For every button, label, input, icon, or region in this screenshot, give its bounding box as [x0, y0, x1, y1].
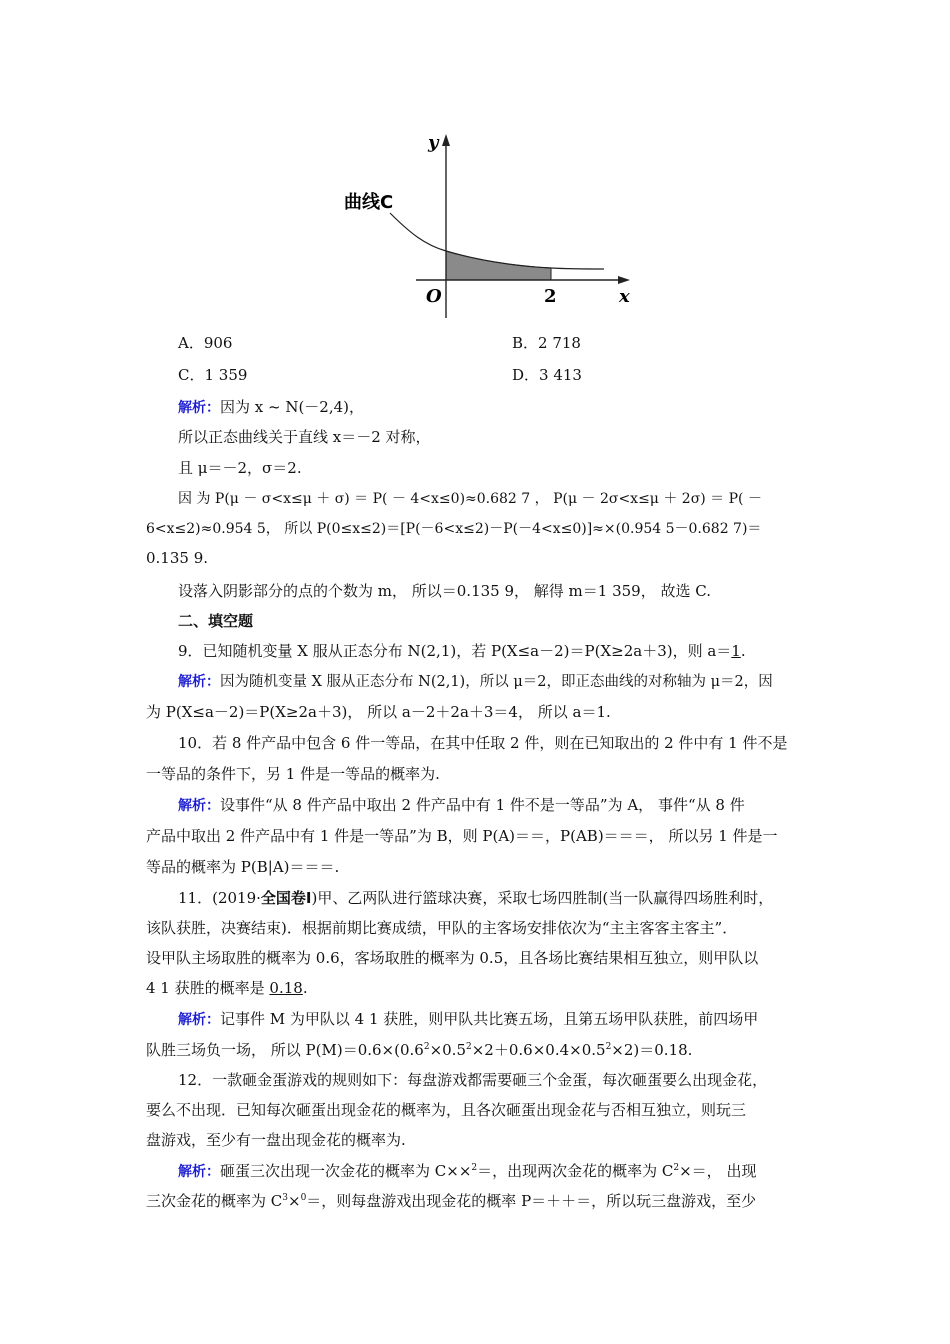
choice-d: D．3 413 — [512, 366, 582, 384]
q11-source: 全国卷Ⅰ — [260, 889, 312, 907]
q10-stem-line-1: 10．若 8 件产品中包含 6 件一等品，在其中任取 2 件，则在已知取出的 2 件中有 1 件不是 — [178, 734, 788, 752]
q10-analysis-line-2: 产品中取出 2 件产品中有 1 件是一等品”为 B，则 P(A)＝＝，P(AB)＝＝＝， 所以另 1 件是一 — [146, 827, 778, 845]
origin-label: O — [426, 286, 442, 307]
q12-analysis-line-2: 三次金花的概率为 $C^3\times^0=$，则每盘游戏出现金花的概率 P＝＋＋＝，所以玩三盘游戏，至少 — [146, 1192, 757, 1210]
x-axis-arrow — [618, 276, 630, 284]
q11-stem-line-2: 该队获胜，决赛结束)．根据前期比赛成绩，甲队的主客场安排依次为“主主客客主客主”． — [146, 919, 738, 937]
analysis-label: 解析： — [178, 400, 220, 416]
choice-b: B．2 718 — [512, 334, 581, 352]
section-heading: 二、填空题 — [178, 612, 254, 630]
q9-analysis-line-1: 解析：因为随机变量 X 服从正态分布 N(2,1)，所以 μ＝2，即正态曲线的对称轴为 μ＝2，因 — [178, 674, 773, 690]
q11-analysis-line-2: 队胜三场负一场， 所以 $P(M)=0.6\times(0.6^2\times 0.5^2\times 2+0.6\times 0.4\times 0.5^2\times 2)=0.18$. — [146, 1041, 693, 1059]
q9-answer: 1 — [731, 642, 741, 660]
curve-label: 曲线C — [344, 192, 394, 213]
analysis-label: 解析： — [178, 674, 220, 690]
figure-svg — [330, 128, 650, 320]
q8-analysis-line-4: 因 为 P(μ － σ<x≤μ ＋ σ) ＝ P( － 4<x≤0)≈0.682 7 ， P(μ － 2σ<x≤μ ＋ 2σ) ＝ P( － — [178, 491, 762, 507]
tick-label-2: 2 — [544, 286, 557, 307]
normal-curve-figure — [330, 128, 650, 320]
q11-stem-line-4: 4 1 获胜的概率是 0.18. — [146, 979, 308, 997]
choice-c: C．1 359 — [178, 366, 248, 384]
q10-analysis-line-1: 解析：设事件“从 8 件产品中取出 2 件产品中有 1 件不是一等品”为 A， 事件“从 8 件 — [178, 796, 745, 814]
y-label: y — [428, 132, 439, 153]
q11-analysis-line-1: 解析：记事件 M 为甲队以 4 1 获胜，则甲队共比赛五场，且第五场甲队获胜，前四场甲 — [178, 1010, 759, 1028]
q8-analysis-line-5: 6<x≤2)≈0.954 5， 所以 P(0≤x≤2)＝[P(－6<x≤2)－P(－4<x≤0)]≈×(0.954 5－0.682 7)＝ — [146, 521, 762, 537]
q8-analysis-line-3: 且 μ＝－2，σ＝2. — [178, 459, 302, 477]
q12-stem-line-3: 盘游戏，至少有一盘出现金花的概率为. — [146, 1131, 406, 1149]
y-axis-arrow — [442, 134, 450, 146]
curve-c — [390, 213, 604, 269]
q8-analysis-line-1: 解析：因为 x ~ N(－2,4)， — [178, 398, 365, 416]
q10-analysis-line-3: 等品的概率为 P(B|A)＝＝＝. — [146, 858, 340, 876]
q12-stem-line-1: 12．一款砸金蛋游戏的规则如下：每盘游戏都需要砸三个金蛋，每次砸蛋要么出现金花， — [178, 1071, 768, 1089]
q9-analysis-line-2: 为 P(X≤a－2)＝P(X≥2a＋3)， 所以 a－2＋2a＋3＝4， 所以 a＝1. — [146, 703, 611, 721]
analysis-label: 解析： — [178, 798, 220, 814]
q8-analysis-line-6: 0.135 9. — [146, 549, 209, 567]
q8-analysis-line-7: 设落入阴影部分的点的个数为 m， 所以＝0.135 9， 解得 m＝1 359， 故选 C. — [178, 582, 711, 600]
q11-answer: 0.18 — [269, 979, 303, 997]
q12-stem-line-2: 要么不出现．已知每次砸蛋出现金花的概率为，且各次砸蛋出现金花与否相互独立，则玩三 — [146, 1101, 747, 1119]
analysis-label: 解析： — [178, 1164, 220, 1180]
analysis-label: 解析： — [178, 1012, 220, 1028]
q9-stem: 9．已知随机变量 X 服从正态分布 N(2,1)，若 P(X≤a－2)＝P(X≥2a＋3)，则 a＝1. — [178, 642, 746, 660]
x-label: x — [619, 286, 630, 307]
q10-stem-line-2: 一等品的条件下，另 1 件是一等品的概率为. — [146, 765, 440, 783]
choice-a: A．906 — [178, 334, 233, 352]
q8-analysis-line-2: 所以正态曲线关于直线 x＝－2 对称， — [178, 428, 431, 446]
q11-stem-line-3: 设甲队主场取胜的概率为 0.6，客场取胜的概率为 0.5，且各场比赛结果相互独立，则甲队以 — [146, 949, 759, 967]
q12-analysis-line-1: 解析：砸蛋三次出现一次金花的概率为 C××$^2$＝，出现两次金花的概率为 $C^2\times=$， 出现 — [178, 1162, 757, 1180]
q11-stem-line-1: 11．(2019·全国卷Ⅰ)甲、乙两队进行篮球决赛，采取七场四胜制(当一队赢得四场胜利时， — [178, 889, 774, 907]
